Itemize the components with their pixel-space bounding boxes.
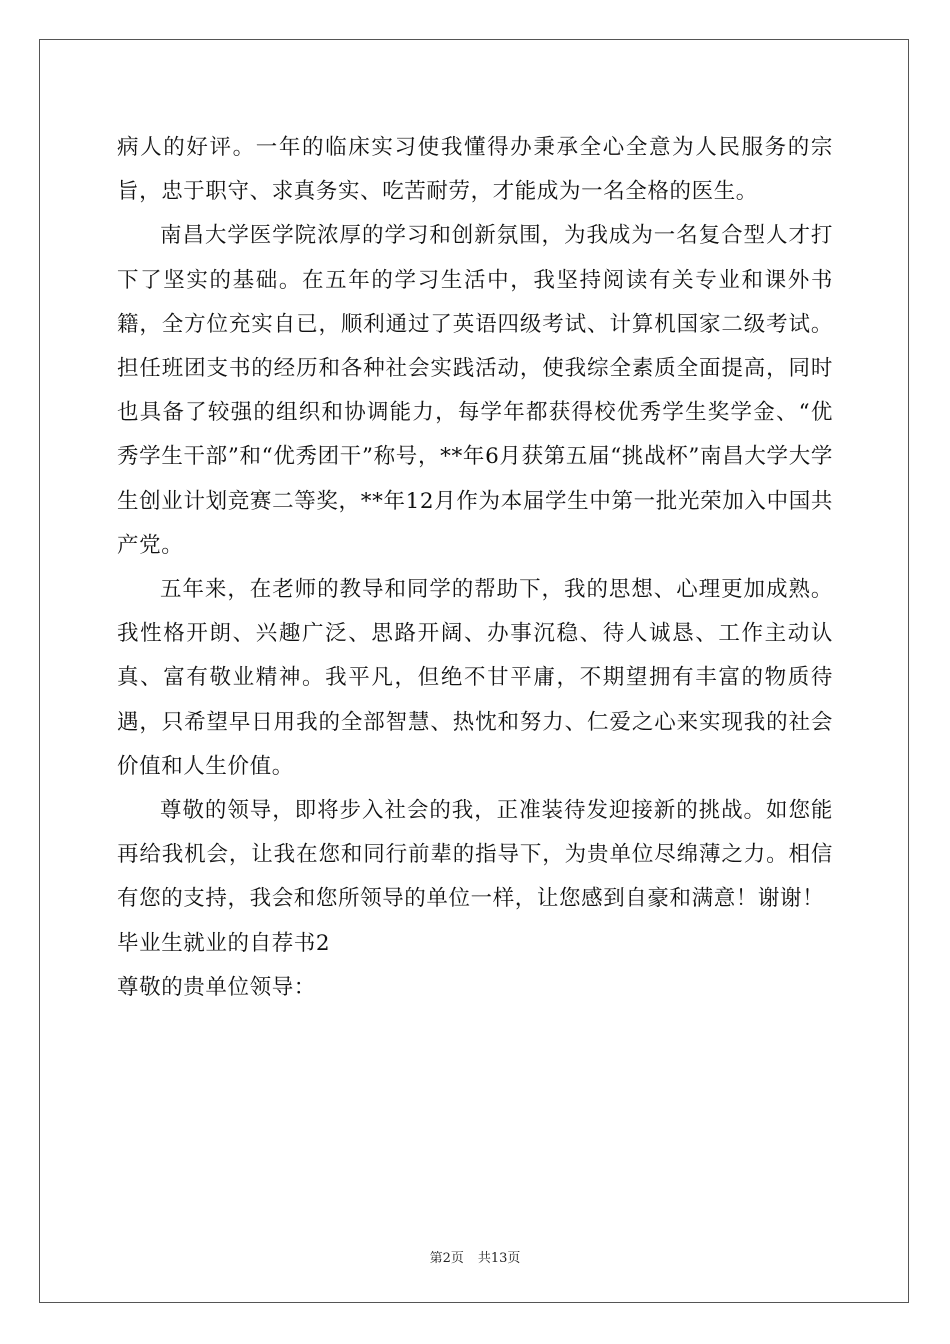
paragraph-closing: 尊敬的领导，即将步入社会的我，正准装待发迎接新的挑战。如您能再给我机会，让我在您和同行前辈的指导下，为贵单位尽绵薄之力。相信有您的支持，我会和您所领导的单位一样，让您感到自豪和满意！谢谢！	[117, 798, 833, 912]
paragraph-personality: 五年来，在老师的教导和同学的帮助下，我的思想、心理更加成熟。我性格开朗、兴趣广泛、思路开阔、办事沉稳、待人诚恳、工作主动认真、富有敬业精神。我平凡，但绝不甘平庸，不期望拥有丰富的物质待遇，只希望早日用我的全部智慧、热忱和努力、仁爱之心来实现我的社会价值和人生价值。	[117, 577, 833, 779]
page-number: 第2页	[429, 1251, 464, 1266]
paragraph-education: 南昌大学医学院浓厚的学习和创新氛围，为我成为一名复合型人才打下了坚实的基础。在五年的学习生活中，我坚持阅读有关专业和课外书籍，全方位充实自已，顺利通过了英语四级考试、计算机国家二级考试。担任班团支书的经历和各种社会实践活动，使我综全素质全面提高，同时也具备了较强的组织和协调能力，每学年都获得校优秀学生奖学金、“优秀学生干部”和“优秀团干”称号，**年6月获第五届“挑战杯”南昌大学大学生创业计划竞赛二等奖，**年12月作为本届学生中第一批光荣加入中国共产党。	[117, 223, 833, 558]
document-body	[117, 126, 833, 1010]
page-footer	[0, 1247, 950, 1266]
section-title: 毕业生就业的自荐书2	[117, 930, 331, 956]
paragraph-continuation: 病人的好评。一年的临床实习使我懂得办秉承全心全意为人民服务的宗旨，忠于职守、求真务实、吃苦耐劳，才能成为一名全格的医生。	[117, 135, 833, 205]
salutation: 尊敬的贵单位领导：	[117, 974, 316, 1000]
total-pages: 共13页	[477, 1251, 521, 1266]
